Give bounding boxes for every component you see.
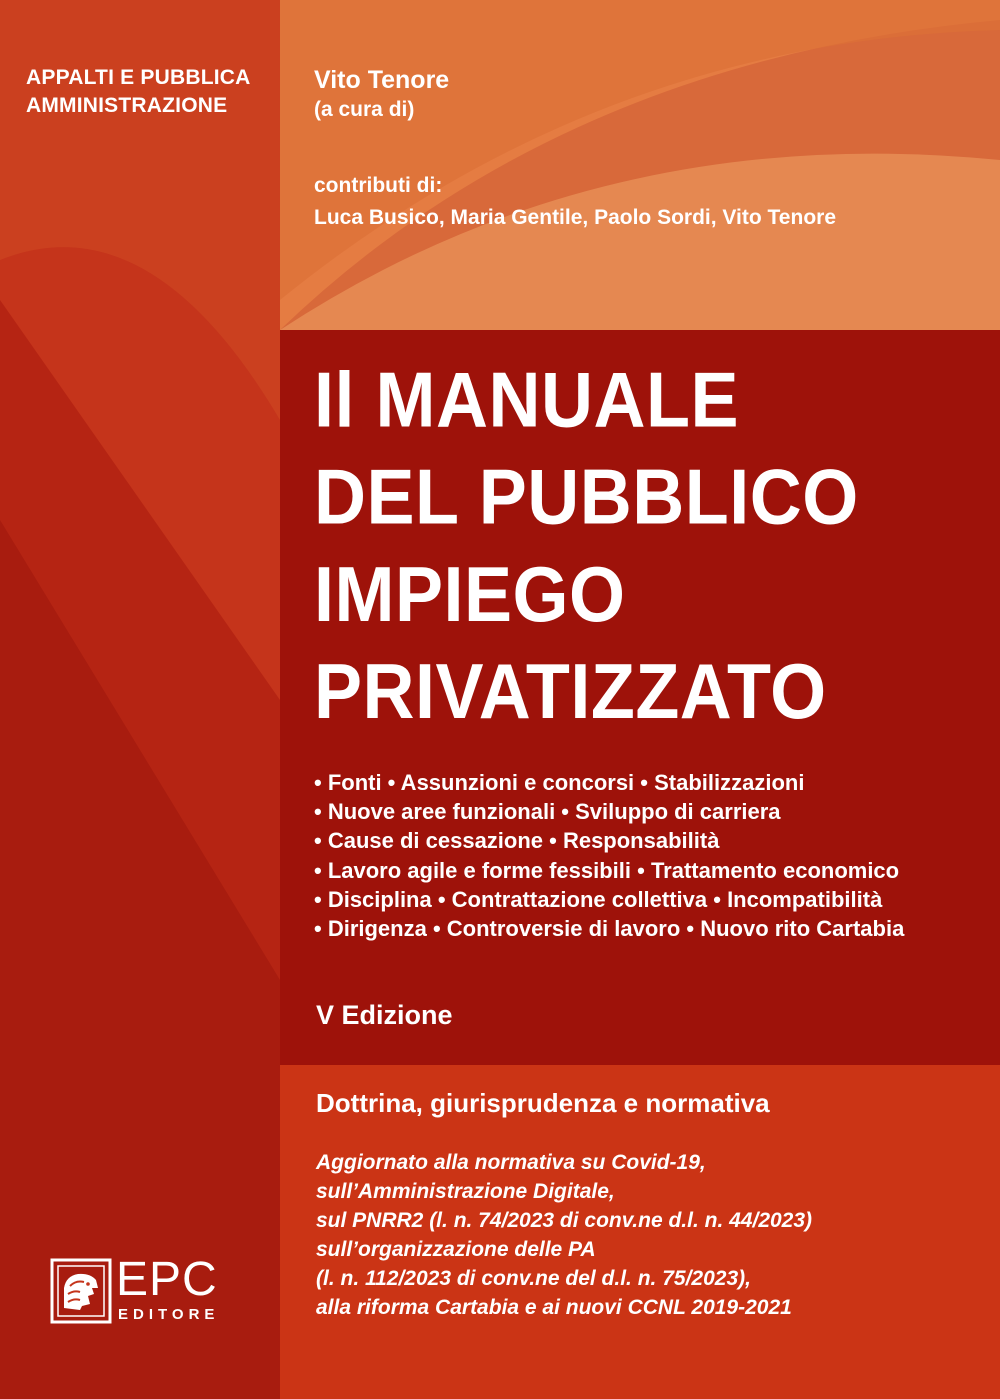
topics-line: • Cause di cessazione • Responsabilità — [314, 828, 720, 854]
edition-label: V Edizione — [316, 1000, 453, 1030]
series-line-1: APPALTI E PUBBLICA — [26, 66, 251, 89]
series-line-2: AMMINISTRAZIONE — [26, 94, 228, 117]
series-name — [26, 64, 251, 120]
update-note-line: (l. n. 112/2023 di conv.ne del d.l. n. 75/2023), — [316, 1267, 751, 1290]
publisher-sub: EDITORE — [118, 1306, 220, 1323]
contributors-block — [314, 170, 836, 234]
publisher-logo — [50, 1253, 240, 1328]
update-note-line: sul PNRR2 (l. n. 74/2023 di conv.ne d.l. n. 44/2023) — [316, 1209, 813, 1232]
contributors-names: Luca Busico, Maria Gentile, Paolo Sordi, Vito Tenore — [314, 206, 836, 229]
book-title — [314, 352, 859, 741]
title-line-3: IMPIEGO — [314, 551, 626, 639]
subtitle: Dottrina, giurisprudenza e normativa — [316, 1088, 770, 1118]
lion-emblem-icon — [50, 1258, 112, 1324]
topics-line: • Dirigenza • Controversie di lavoro • Nuovo rito Cartabia — [314, 916, 905, 942]
contributors-label: contributi di: — [314, 174, 443, 197]
update-note-line: sull’Amministrazione Digitale, — [316, 1180, 615, 1203]
update-note-line: Aggiornato alla normativa su Covid-19, — [316, 1151, 706, 1174]
topics-line: • Disciplina • Contrattazione collettiva • Incompatibilità — [314, 886, 883, 912]
topics-line: • Nuove aree funzionali • Sviluppo di carriera — [314, 799, 781, 825]
update-note — [316, 1148, 812, 1322]
title-line-2: DEL PUBBLICO — [314, 454, 859, 541]
editor-block — [314, 64, 449, 124]
update-note-line: sull’organizzazione delle PA — [316, 1238, 596, 1261]
editor-role: (a cura di) — [314, 98, 415, 121]
editor-name: Vito Tenore — [314, 66, 450, 94]
topics-line: • Fonti • Assunzioni e concorsi • Stabilizzazioni — [314, 770, 805, 795]
title-line-1: Il MANUALE — [314, 357, 739, 444]
topics-line: • Lavoro agile e forme fessibili • Trattamento economico — [314, 857, 900, 883]
update-note-line: alla riforma Cartabia e ai nuovi CCNL 2019-2021 — [316, 1296, 792, 1319]
title-line-4: PRIVATIZZATO — [314, 649, 827, 736]
topics-list — [314, 768, 904, 943]
publisher-name: EPC — [116, 1253, 218, 1306]
